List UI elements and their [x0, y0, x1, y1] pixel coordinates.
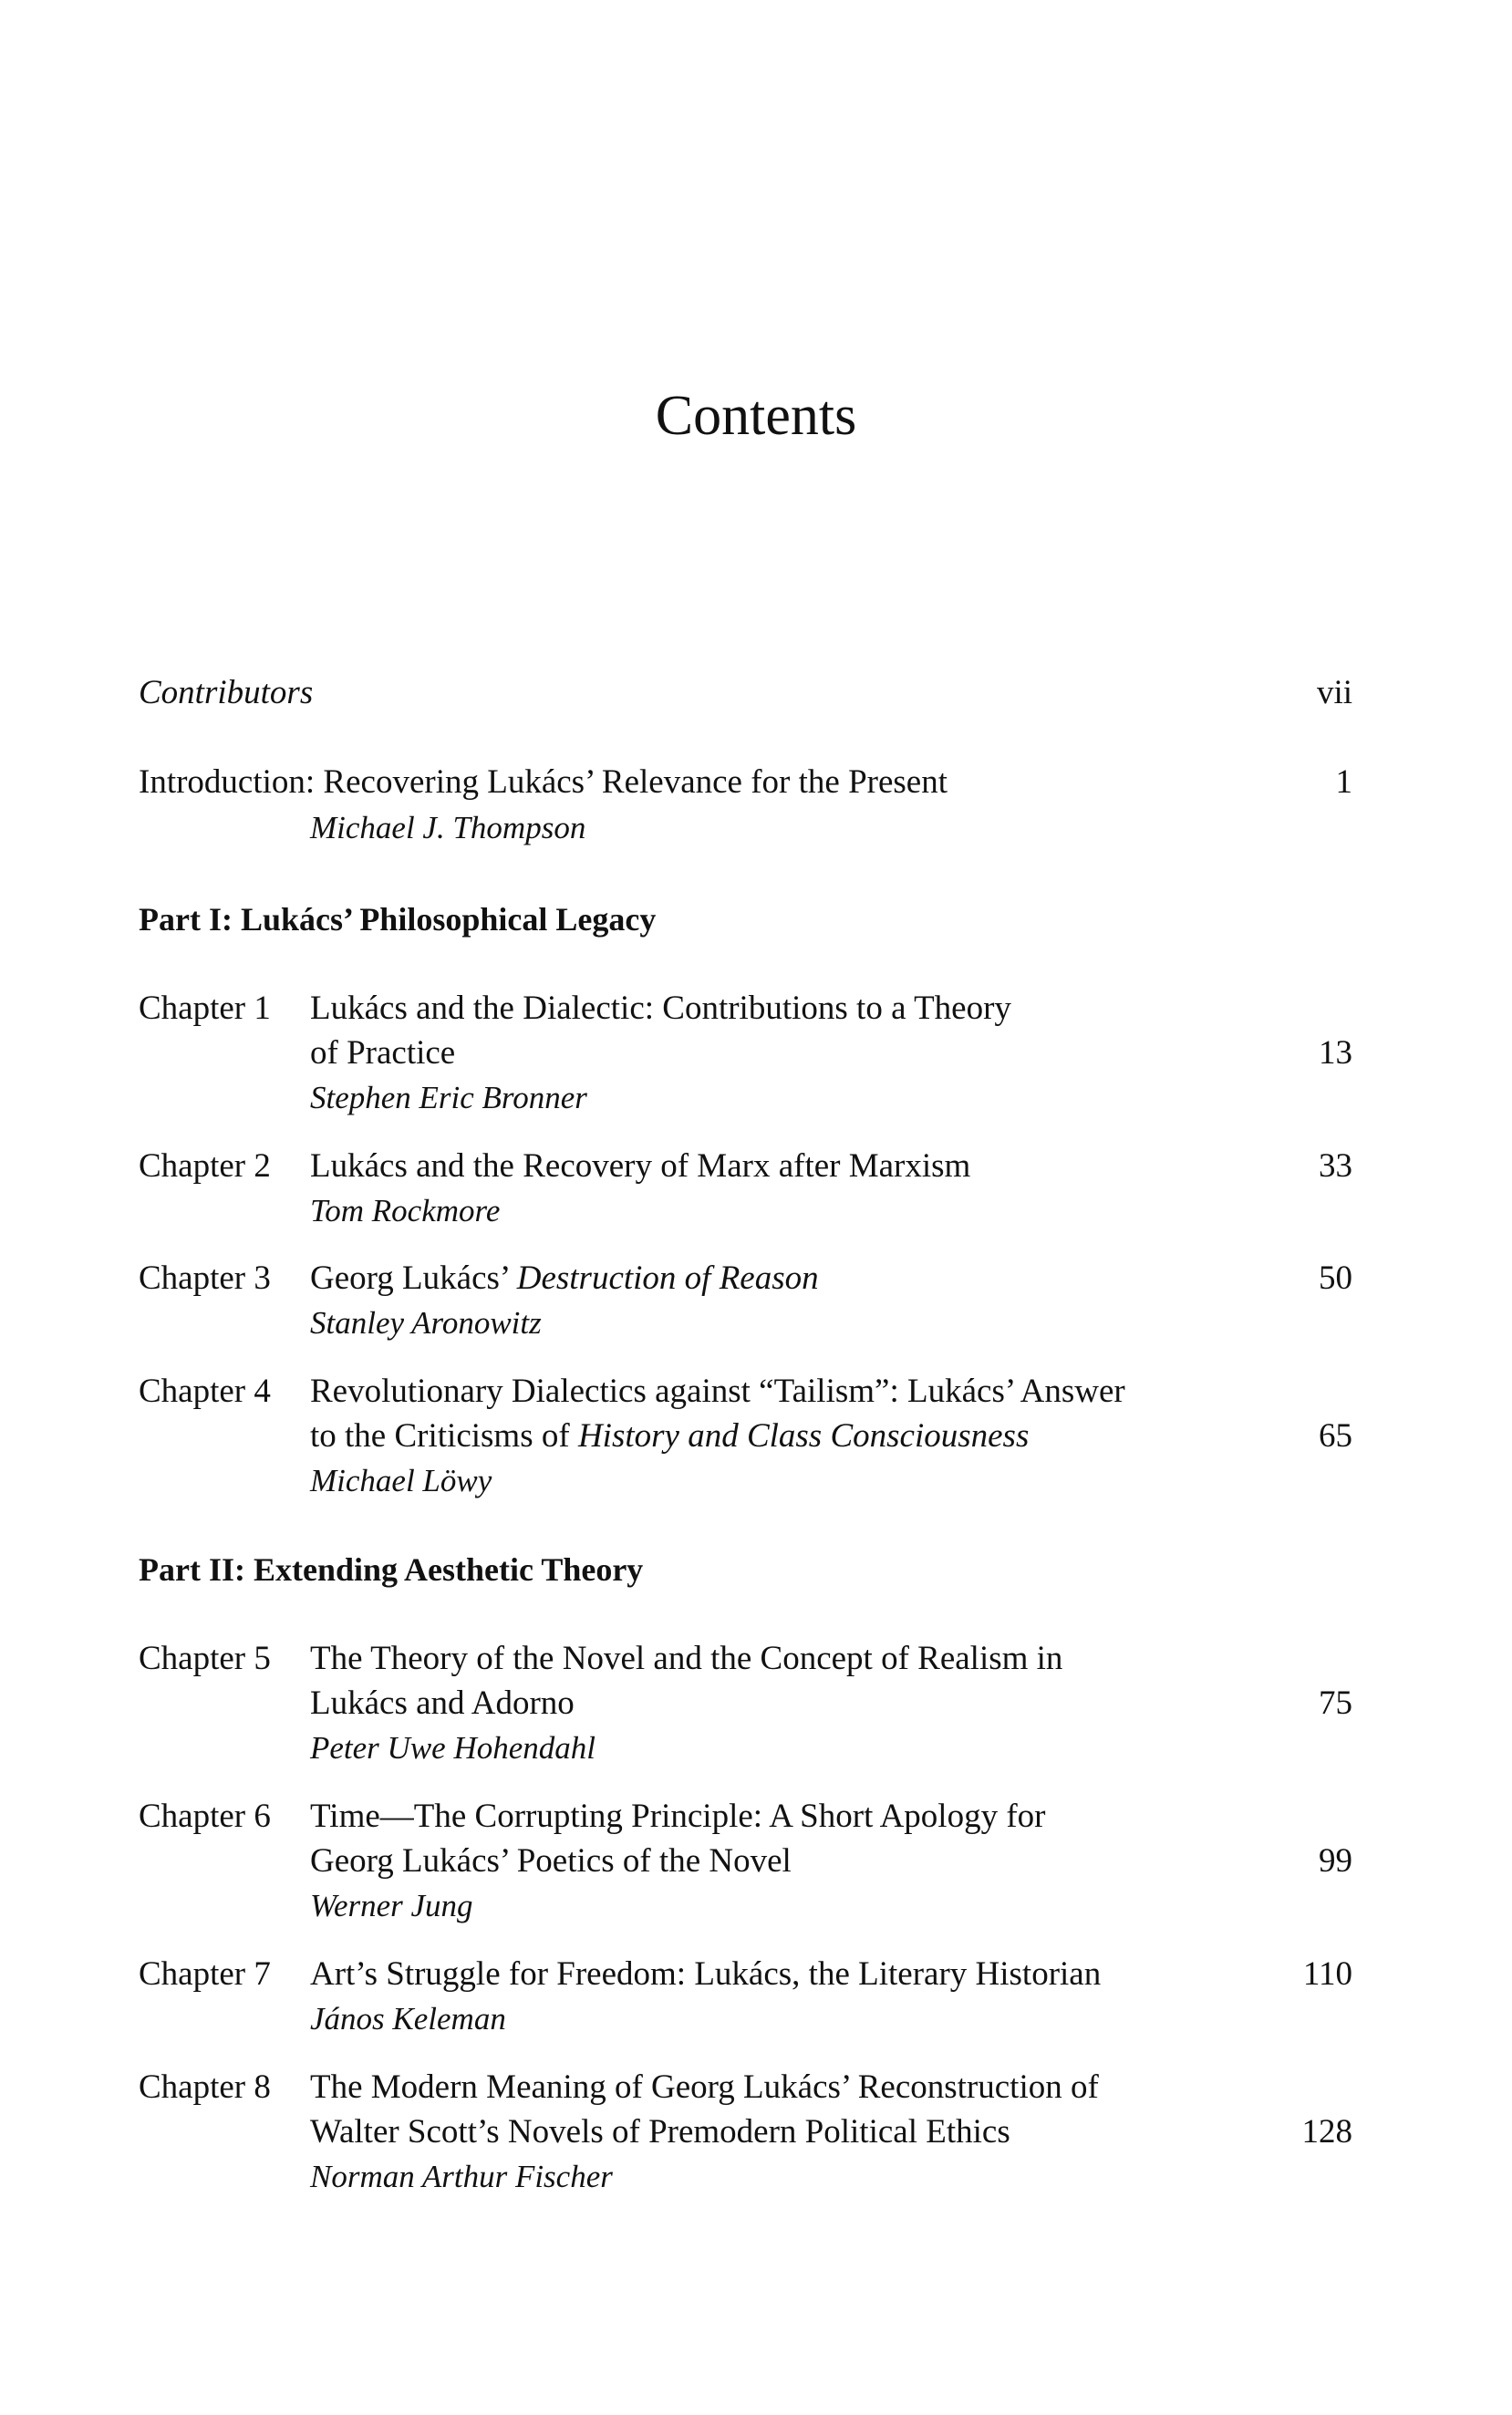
chapter-3-label: Chapter 3 [139, 1259, 271, 1297]
chapter-1-title-line2: of Practice [310, 1034, 456, 1072]
chapter-6-author: Werner Jung [310, 1888, 473, 1923]
introduction-title: Introduction: Recovering Lukács’ Relevance for the Present [139, 763, 948, 801]
contributors-page: vii [1316, 674, 1352, 711]
chapter-6-title-line1: Time—The Corrupting Principle: A Short Apology for [310, 1798, 1046, 1835]
chapter-8-author: Norman Arthur Fischer [310, 2159, 613, 2194]
chapter-4-author: Michael Löwy [310, 1463, 492, 1498]
chapter-4-title-italic: History and Class Consciousness [577, 1417, 1030, 1455]
chapter-5-label: Chapter 5 [139, 1640, 271, 1677]
chapter-7-author: János Keleman [310, 2001, 506, 2037]
chapter-6-label: Chapter 6 [139, 1798, 271, 1835]
chapter-7-title: Art’s Struggle for Freedom: Lukács, the Literary Historian [310, 1955, 1102, 1993]
chapter-8-label: Chapter 8 [139, 2068, 271, 2106]
chapter-5-page: 75 [1319, 1684, 1352, 1722]
introduction-page: 1 [1335, 763, 1352, 801]
chapter-1-title-line1: Lukács and the Dialectic: Contributions to a Theory [310, 990, 1011, 1027]
chapter-2-author: Tom Rockmore [310, 1193, 501, 1228]
chapter-1-label: Chapter 1 [139, 990, 271, 1027]
part-2-heading: Part II: Extending Aesthetic Theory [139, 1551, 644, 1588]
chapter-8-title-line2: Walter Scott’s Novels of Premodern Political Ethics [310, 2113, 1010, 2151]
chapter-4-title-line1: Revolutionary Dialectics against “Tailism”: Lukács’ Answer [310, 1373, 1125, 1410]
chapter-3-title [310, 1257, 819, 1301]
chapter-4-label: Chapter 4 [139, 1373, 271, 1410]
part-1-heading: Part I: Lukács’ Philosophical Legacy [139, 901, 657, 938]
chapter-2-page: 33 [1319, 1147, 1352, 1185]
chapter-3-author: Stanley Aronowitz [310, 1305, 542, 1341]
chapter-4-title-line2 [310, 1415, 1029, 1458]
chapter-2-title: Lukács and the Recovery of Marx after Marxism [310, 1147, 971, 1185]
chapter-5-author: Peter Uwe Hohendahl [310, 1730, 595, 1766]
chapter-6-page: 99 [1319, 1842, 1352, 1880]
chapter-5-title-line2: Lukács and Adorno [310, 1684, 575, 1722]
chapter-3-page: 50 [1319, 1259, 1352, 1297]
chapter-5-title-line1: The Theory of the Novel and the Concept of Realism in [310, 1640, 1063, 1677]
chapter-1-author: Stephen Eric Bronner [310, 1080, 587, 1115]
chapter-1-page: 13 [1319, 1034, 1352, 1072]
chapter-8-title-line1: The Modern Meaning of Georg Lukács’ Reconstruction of [310, 2068, 1099, 2106]
chapter-8-page: 128 [1301, 2113, 1352, 2151]
chapter-2-label: Chapter 2 [139, 1147, 271, 1185]
chapter-7-page: 110 [1302, 1955, 1352, 1993]
contributors-label: Contributors [139, 674, 314, 711]
chapter-7-label: Chapter 7 [139, 1955, 271, 1993]
chapter-4-page: 65 [1319, 1417, 1352, 1455]
page-title: Contents [655, 385, 857, 447]
chapter-6-title-line2: Georg Lukács’ Poetics of the Novel [310, 1842, 792, 1880]
chapter-4-title-prefix: to the Criticisms of [310, 1417, 578, 1455]
chapter-3-title-prefix: Georg Lukács’ [310, 1259, 517, 1297]
chapter-3-title-italic: Destruction of Reason [516, 1259, 819, 1297]
introduction-author: Michael J. Thompson [310, 810, 586, 845]
